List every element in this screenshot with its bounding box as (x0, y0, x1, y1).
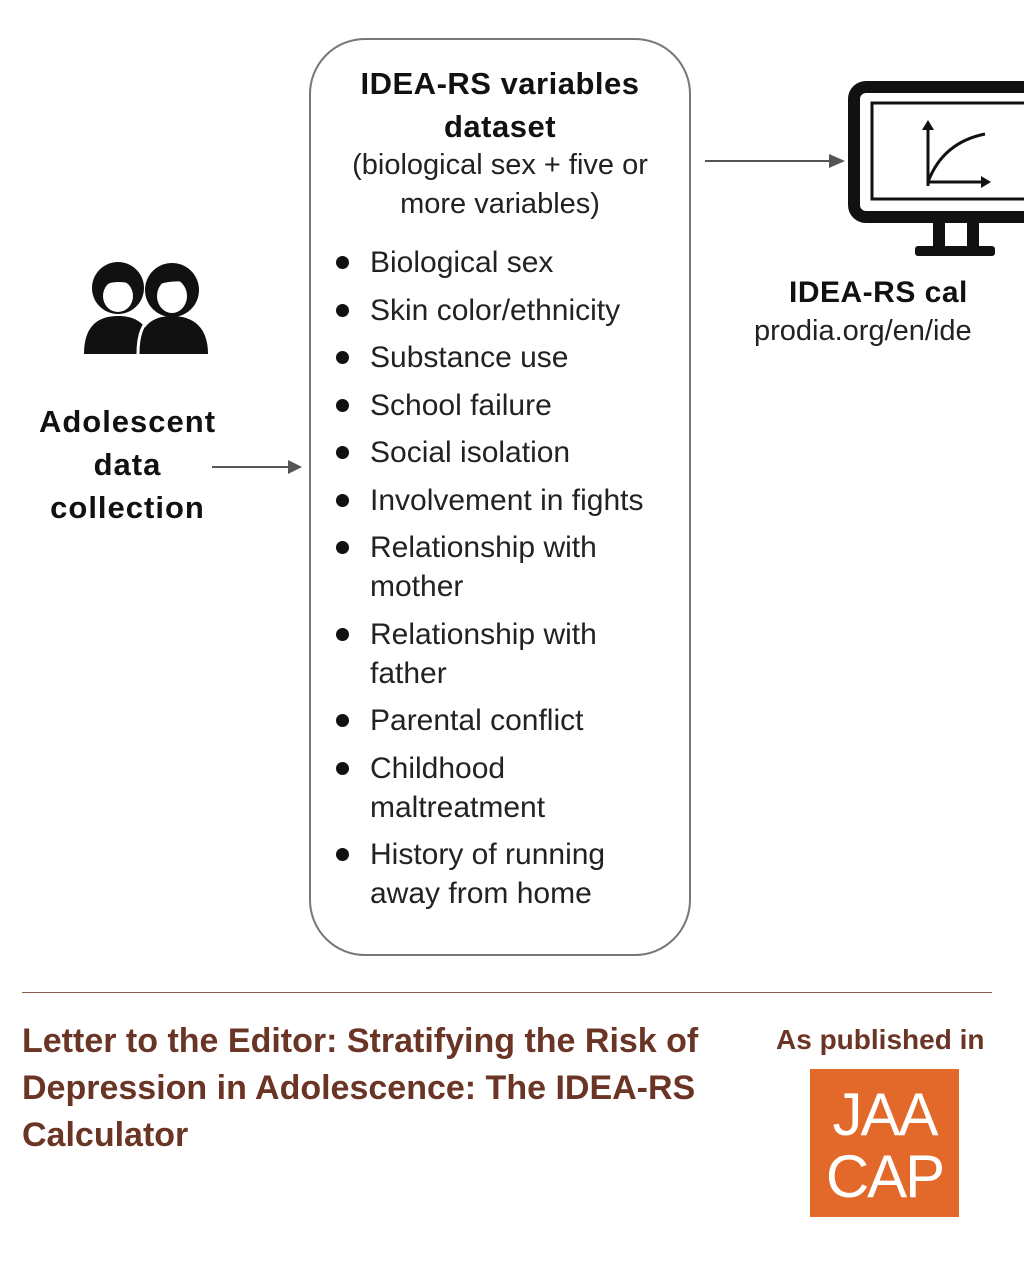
variable-label: Social isolation (370, 436, 571, 469)
variable-label: Parental conflict (370, 704, 584, 737)
bullet-icon (336, 304, 349, 317)
variable-item (330, 386, 690, 425)
variables-list (330, 243, 690, 922)
bullet-icon (336, 628, 349, 641)
variable-label: School failure (370, 388, 552, 422)
dataset-subtitle: (biological sex + five or more variables) (352, 149, 648, 220)
variable-item (330, 291, 690, 330)
bullet-icon (336, 256, 349, 269)
calculator-url[interactable]: prodia.org/en/ide (754, 315, 972, 347)
adolescent-data-collection-label: Adolescent data collection (38, 404, 217, 525)
people-icon (80, 258, 210, 354)
variable-item (330, 749, 690, 827)
variable-label: Relationship with mother (370, 531, 597, 603)
variable-label: Relationship with father (370, 617, 597, 690)
variable-item (330, 701, 690, 740)
calculator-title: IDEA-RS cal (789, 276, 968, 309)
computer-monitor-chart-icon (845, 78, 1024, 263)
variable-label: Skin color/ethnicity (370, 293, 621, 327)
variable-label: History of running away from home (370, 838, 606, 910)
bullet-icon (336, 848, 349, 861)
bullet-icon (336, 446, 349, 459)
variable-label: Biological sex (370, 246, 554, 279)
variable-item (330, 835, 690, 913)
bullet-icon (336, 494, 349, 507)
bullet-icon (336, 714, 349, 727)
variable-label: Substance use (370, 341, 569, 374)
article-caption[interactable]: Letter to the Editor: Stratifying the Risk of Depression in Adolescence: The IDEA-RS Calculator (22, 1022, 699, 1154)
bullet-icon (336, 399, 349, 412)
variable-item (330, 243, 690, 282)
variable-label: Childhood maltreatment (370, 751, 546, 824)
variable-item (330, 481, 690, 520)
variable-item (330, 615, 690, 693)
arrow-to-calculator (705, 151, 847, 171)
variable-label: Involvement in fights (370, 483, 644, 517)
variable-item (330, 528, 690, 606)
variable-item (330, 433, 690, 472)
arrow-to-dataset (212, 457, 304, 477)
bullet-icon (336, 351, 349, 364)
bullet-icon (336, 762, 349, 775)
variable-item (330, 338, 690, 377)
logo-line-1: JAA (832, 1081, 937, 1148)
logo-line-2: CAP (825, 1143, 944, 1210)
bullet-icon (336, 541, 349, 554)
published-in-label: As published in (776, 1024, 985, 1055)
jaacap-logo (810, 1069, 959, 1217)
footer-divider (22, 992, 992, 993)
dataset-title: IDEA-RS variables dataset (360, 66, 640, 144)
